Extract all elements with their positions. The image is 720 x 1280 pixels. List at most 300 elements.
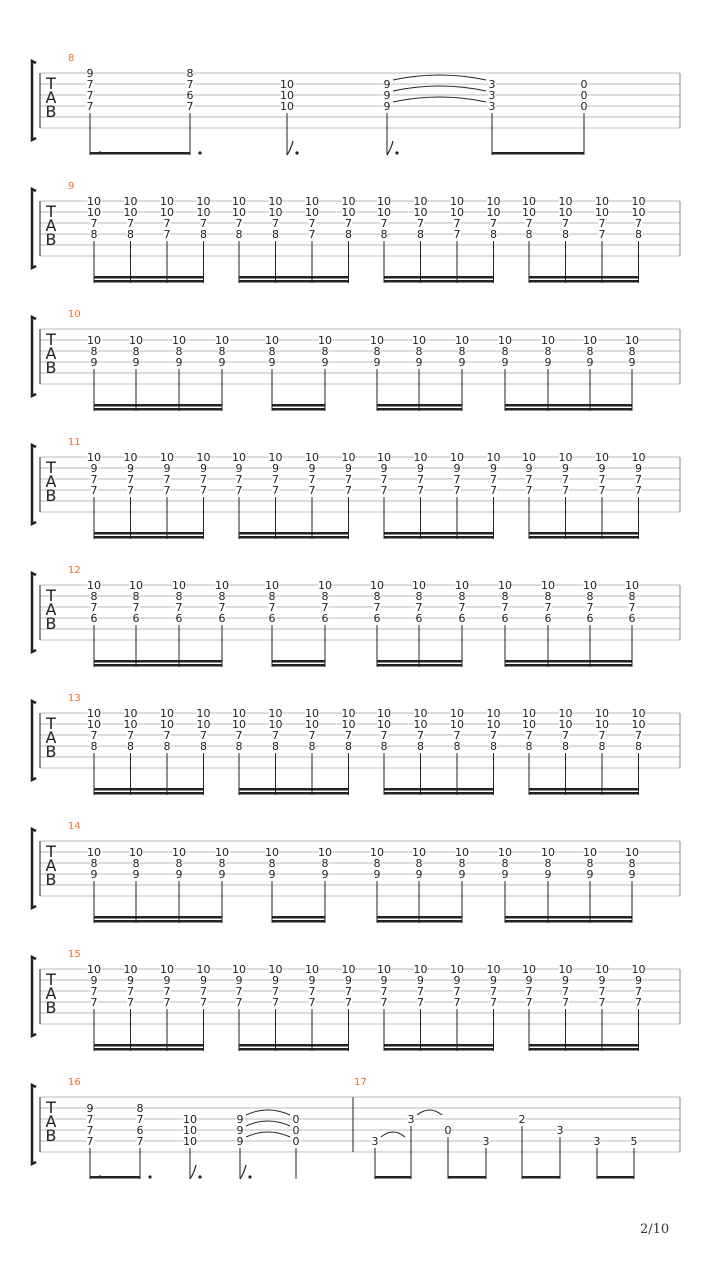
fret-number: 6 [186, 89, 194, 102]
fret-number: 7 [635, 729, 642, 742]
fret-number: 7 [127, 985, 134, 998]
fret-number: 7 [90, 996, 98, 1009]
beam [375, 1176, 411, 1179]
fret-number: 9 [235, 974, 243, 987]
fret-number: 7 [136, 1135, 144, 1148]
beam [94, 404, 222, 407]
fret-number: 7 [598, 729, 606, 742]
fret-number: 8 [628, 345, 636, 358]
fret-number: 10 [129, 579, 143, 592]
fret-number: 10 [595, 718, 609, 731]
fret-number: 10 [265, 579, 279, 592]
beam [529, 536, 639, 539]
fret-number: 10 [123, 718, 138, 731]
fret-number: 10 [455, 846, 469, 859]
fret-number: 7 [501, 601, 509, 614]
beam [239, 1048, 349, 1051]
beam [377, 920, 462, 923]
fret-number: 10 [486, 707, 501, 720]
fret-number: 10 [123, 451, 138, 464]
fret-number: 8 [373, 857, 381, 870]
fret-number: 10 [87, 707, 101, 720]
fret-number: 10 [558, 718, 573, 731]
beam [94, 532, 204, 535]
tab-clef-letter: B [45, 486, 57, 505]
fret-number: 7 [272, 473, 279, 486]
fret-number: 7 [268, 601, 276, 614]
fret-number: 9 [90, 462, 98, 475]
fret-number: 9 [132, 868, 140, 881]
fret-number: 7 [321, 601, 329, 614]
fret-number: 9 [628, 356, 636, 369]
beam [94, 280, 204, 283]
measure-number: 15 [68, 949, 81, 960]
fret-number: 9 [598, 462, 606, 475]
fret-number: 10 [87, 334, 101, 347]
beam [529, 1044, 639, 1047]
fret-number: 9 [272, 462, 279, 475]
fret-number: 9 [562, 974, 569, 987]
beam [94, 276, 204, 279]
fret-number: 9 [525, 462, 533, 475]
fret-number: 8 [136, 1102, 144, 1115]
fret-number: 8 [321, 857, 329, 870]
fret-number: 7 [235, 217, 243, 230]
fret-number: 10 [595, 206, 609, 219]
fret-number: 10 [558, 963, 573, 976]
tab-clef-letter: T [46, 586, 56, 605]
fret-number: 8 [218, 590, 226, 603]
fret-number: 7 [345, 996, 352, 1009]
fret-number: 7 [562, 729, 569, 742]
beam [239, 788, 349, 791]
fret-number: 10 [232, 206, 246, 219]
fret-number: 10 [87, 718, 101, 731]
fret-number: 10 [522, 707, 536, 720]
fret-number: 8 [417, 740, 424, 753]
fret-number: 10 [450, 195, 464, 208]
fret-number: 9 [586, 356, 594, 369]
fret-number: 10 [318, 334, 332, 347]
beam [522, 1176, 560, 1179]
fret-number: 7 [525, 484, 533, 497]
fret-number: 10 [522, 195, 536, 208]
fret-number: 9 [453, 462, 461, 475]
fret-number: 7 [458, 601, 466, 614]
fret-number: 7 [453, 729, 461, 742]
fret-number: 9 [308, 462, 316, 475]
fret-number: 10 [558, 707, 573, 720]
fret-number: 10 [305, 718, 319, 731]
fret-number: 10 [455, 334, 469, 347]
fret-number: 8 [268, 345, 276, 358]
fret-number: 10 [625, 579, 639, 592]
fret-number: 7 [163, 217, 171, 230]
fret-number: 7 [308, 484, 316, 497]
fret-number: 9 [373, 868, 381, 881]
fret-number: 10 [268, 963, 283, 976]
fret-number: 10 [183, 1135, 197, 1148]
fret-number: 7 [308, 985, 316, 998]
fret-number: 8 [525, 740, 533, 753]
fret-number: 8 [200, 228, 207, 241]
system-bracket [32, 829, 36, 908]
beam [384, 532, 494, 535]
fret-number: 6 [132, 612, 140, 625]
fret-number: 10 [123, 963, 138, 976]
fret-number: 8 [490, 228, 497, 241]
fret-number: 7 [86, 89, 94, 102]
fret-number: 10 [341, 707, 356, 720]
fret-number: 7 [345, 729, 352, 742]
fret-number: 10 [631, 206, 646, 219]
tie-arc [393, 75, 486, 80]
tie-arc [246, 1132, 290, 1137]
fret-number: 10 [450, 451, 464, 464]
fret-number: 8 [628, 590, 636, 603]
fret-number: 8 [321, 590, 329, 603]
fret-number: 9 [586, 868, 594, 881]
beam [529, 788, 639, 791]
fret-number: 10 [625, 334, 639, 347]
tab-clef-letter: B [45, 742, 57, 761]
fret-number: 7 [175, 601, 183, 614]
fret-number: 10 [595, 963, 609, 976]
fret-number: 7 [308, 217, 316, 230]
fret-number: 10 [87, 206, 101, 219]
fret-number: 8 [272, 740, 279, 753]
fret-number: 10 [129, 334, 143, 347]
fret-number: 8 [175, 590, 183, 603]
beam [505, 916, 632, 919]
fret-number: 10 [215, 846, 229, 859]
fret-number: 7 [380, 729, 388, 742]
beam [94, 660, 222, 663]
fret-number: 10 [160, 206, 174, 219]
fret-number: 9 [236, 1124, 244, 1137]
fret-number: 8 [635, 740, 642, 753]
rhythm-dot [395, 151, 398, 154]
fret-number: 10 [265, 846, 279, 859]
beam [377, 408, 462, 411]
fret-number: 7 [490, 484, 497, 497]
fret-number: 10 [232, 963, 246, 976]
fret-number: 7 [272, 484, 279, 497]
fret-number: 10 [450, 206, 464, 219]
fret-number: 8 [562, 228, 569, 241]
fret-number: 7 [417, 473, 424, 486]
fret-number: 7 [598, 473, 606, 486]
beam [448, 1176, 486, 1179]
fret-number: 10 [232, 718, 246, 731]
fret-number: 10 [160, 707, 174, 720]
fret-number: 10 [631, 963, 646, 976]
beam [505, 660, 632, 663]
fret-number: 9 [415, 868, 423, 881]
beam [239, 1044, 349, 1047]
tab-clef-letter: B [45, 230, 57, 249]
fret-number: 9 [525, 974, 533, 987]
fret-number: 0 [580, 78, 588, 91]
fret-number: 7 [136, 1113, 144, 1126]
fret-number: 9 [453, 974, 461, 987]
fret-number: 10 [341, 963, 356, 976]
fret-number: 6 [628, 612, 636, 625]
fret-number: 7 [127, 729, 134, 742]
fret-number: 8 [132, 857, 140, 870]
fret-number: 7 [453, 217, 461, 230]
fret-number: 7 [598, 996, 606, 1009]
beam [94, 1044, 204, 1047]
fret-number: 8 [321, 345, 329, 358]
measure-number: 17 [354, 1077, 367, 1088]
fret-number: 9 [127, 974, 134, 987]
beam [597, 1176, 634, 1179]
fret-number: 10 [377, 195, 391, 208]
fret-number: 10 [625, 846, 639, 859]
fret-number: 7 [163, 996, 171, 1009]
fret-number: 8 [415, 345, 423, 358]
fret-number: 8 [586, 590, 594, 603]
fret-number: 10 [541, 579, 555, 592]
fret-number: 10 [583, 846, 597, 859]
fret-number: 10 [631, 718, 646, 731]
beam [94, 916, 222, 919]
fret-number: 10 [305, 963, 319, 976]
fret-number: 10 [413, 451, 428, 464]
fret-number: 10 [498, 334, 512, 347]
fret-number: 7 [235, 996, 243, 1009]
fret-number: 10 [280, 100, 294, 113]
tab-clef-letter: T [46, 970, 56, 989]
fret-number: 6 [175, 612, 183, 625]
note-flag [387, 141, 393, 155]
tab-clef-letter: T [46, 74, 56, 93]
fret-number: 9 [236, 1113, 244, 1126]
fret-number: 8 [417, 228, 424, 241]
beam [272, 404, 325, 407]
measure-number: 13 [68, 693, 81, 704]
tab-clef-letter: T [46, 842, 56, 861]
fret-number: 7 [86, 1124, 94, 1137]
fret-number: 7 [562, 985, 569, 998]
fret-number: 3 [488, 89, 496, 102]
fret-number: 7 [90, 985, 98, 998]
fret-number: 7 [562, 217, 569, 230]
measure-number: 12 [68, 565, 81, 576]
fret-number: 10 [595, 195, 609, 208]
tab-clef-letter: T [46, 714, 56, 733]
fret-number: 8 [268, 857, 276, 870]
fret-number: 7 [308, 473, 316, 486]
fret-number: 7 [90, 217, 98, 230]
beam [384, 1048, 494, 1051]
fret-number: 9 [383, 100, 391, 113]
system-bracket [32, 445, 36, 524]
fret-number: 7 [544, 601, 552, 614]
fret-number: 7 [598, 985, 606, 998]
fret-number: 10 [498, 846, 512, 859]
beam [94, 1048, 204, 1051]
fret-number: 8 [90, 228, 98, 241]
fret-number: 8 [235, 228, 243, 241]
fret-number: 10 [486, 718, 501, 731]
fret-number: 8 [268, 590, 276, 603]
tab-clef-letter: B [45, 614, 57, 633]
fret-number: 8 [163, 740, 171, 753]
fret-number: 7 [380, 473, 388, 486]
fret-number: 10 [450, 707, 464, 720]
fret-number: 10 [558, 195, 573, 208]
beam [384, 276, 494, 279]
fret-number: 7 [186, 100, 194, 113]
beam [272, 664, 325, 667]
fret-number: 8 [544, 590, 552, 603]
fret-number: 9 [175, 868, 183, 881]
fret-number: 7 [598, 228, 606, 241]
fret-number: 7 [345, 985, 352, 998]
fret-number: 8 [458, 857, 466, 870]
fret-number: 9 [380, 462, 388, 475]
fret-number: 9 [163, 462, 171, 475]
fret-number: 9 [380, 974, 388, 987]
beam [94, 788, 204, 791]
fret-number: 9 [598, 974, 606, 987]
beam [239, 532, 349, 535]
beam [272, 408, 325, 411]
fret-number: 10 [280, 89, 294, 102]
system-bracket [32, 957, 36, 1036]
fret-number: 0 [580, 89, 588, 102]
fret-number: 7 [90, 473, 98, 486]
fret-number: 10 [87, 963, 101, 976]
fret-number: 8 [218, 345, 226, 358]
beam [90, 152, 190, 155]
fret-number: 7 [490, 985, 497, 998]
tab-clef-letter: A [45, 1112, 57, 1131]
fret-number: 8 [132, 345, 140, 358]
fret-number: 10 [558, 451, 573, 464]
tab-clef-letter: A [45, 88, 57, 107]
fret-number: 9 [562, 462, 569, 475]
fret-number: 3 [371, 1135, 379, 1148]
fret-number: 10 [160, 963, 174, 976]
beam [384, 792, 494, 795]
fret-number: 7 [200, 985, 207, 998]
fret-number: 7 [525, 473, 533, 486]
beam [272, 920, 325, 923]
fret-number: 10 [377, 707, 391, 720]
fret-number: 10 [268, 718, 283, 731]
fret-number: 10 [541, 846, 555, 859]
fret-number: 10 [123, 195, 138, 208]
fret-number: 9 [321, 868, 329, 881]
fret-number: 10 [413, 206, 428, 219]
fret-number: 8 [586, 345, 594, 358]
system-bracket [32, 61, 36, 140]
fret-number: 6 [373, 612, 381, 625]
fret-number: 8 [218, 857, 226, 870]
fret-number: 8 [628, 857, 636, 870]
beam [90, 1176, 140, 1179]
fret-number: 7 [132, 601, 140, 614]
fret-number: 7 [163, 228, 171, 241]
beam [272, 660, 325, 663]
fret-number: 7 [417, 729, 424, 742]
fret-number: 9 [345, 462, 352, 475]
fret-number: 10 [522, 718, 536, 731]
fret-number: 10 [486, 195, 501, 208]
fret-number: 7 [345, 473, 352, 486]
fret-number: 8 [186, 67, 194, 80]
fret-number: 7 [635, 473, 642, 486]
fret-number: 3 [482, 1135, 490, 1148]
fret-number: 7 [586, 601, 594, 614]
fret-number: 9 [417, 974, 424, 987]
fret-number: 7 [417, 996, 424, 1009]
fret-number: 2 [518, 1113, 526, 1126]
fret-number: 10 [160, 451, 174, 464]
note-flag [287, 141, 293, 155]
fret-number: 8 [345, 740, 352, 753]
fret-number: 8 [586, 857, 594, 870]
fret-number: 0 [444, 1124, 452, 1137]
fret-number: 8 [525, 228, 533, 241]
fret-number: 3 [593, 1135, 601, 1148]
system-bracket [32, 1085, 36, 1164]
fret-number: 7 [380, 484, 388, 497]
fret-number: 9 [200, 974, 207, 987]
fret-number: 7 [453, 228, 461, 241]
fret-number: 7 [127, 484, 134, 497]
fret-number: 7 [163, 484, 171, 497]
fret-number: 7 [163, 473, 171, 486]
fret-number: 8 [458, 590, 466, 603]
fret-number: 10 [123, 707, 138, 720]
tab-system [32, 829, 680, 923]
fret-number: 10 [595, 451, 609, 464]
fret-number: 10 [280, 78, 294, 91]
fret-number: 10 [370, 334, 384, 347]
fret-number: 8 [90, 590, 98, 603]
fret-number: 8 [175, 345, 183, 358]
beam [529, 792, 639, 795]
fret-number: 6 [415, 612, 423, 625]
rhythm-dot [295, 151, 298, 154]
fret-number: 3 [556, 1124, 564, 1137]
tie-arc [246, 1121, 290, 1126]
fret-number: 10 [341, 718, 356, 731]
fret-number: 9 [321, 356, 329, 369]
fret-number: 7 [127, 996, 134, 1009]
fret-number: 10 [268, 195, 283, 208]
fret-number: 10 [87, 579, 101, 592]
fret-number: 10 [558, 206, 573, 219]
fret-number: 9 [415, 356, 423, 369]
fret-number: 10 [498, 579, 512, 592]
fret-number: 10 [486, 451, 501, 464]
fret-number: 10 [87, 451, 101, 464]
fret-number: 9 [86, 1102, 94, 1115]
fret-number: 7 [90, 729, 98, 742]
fret-number: 8 [458, 345, 466, 358]
fret-number: 9 [501, 356, 509, 369]
fret-number: 7 [453, 484, 461, 497]
fret-number: 10 [196, 451, 211, 464]
fret-number: 9 [308, 974, 316, 987]
fret-number: 7 [598, 484, 606, 497]
fret-number: 7 [598, 217, 606, 230]
